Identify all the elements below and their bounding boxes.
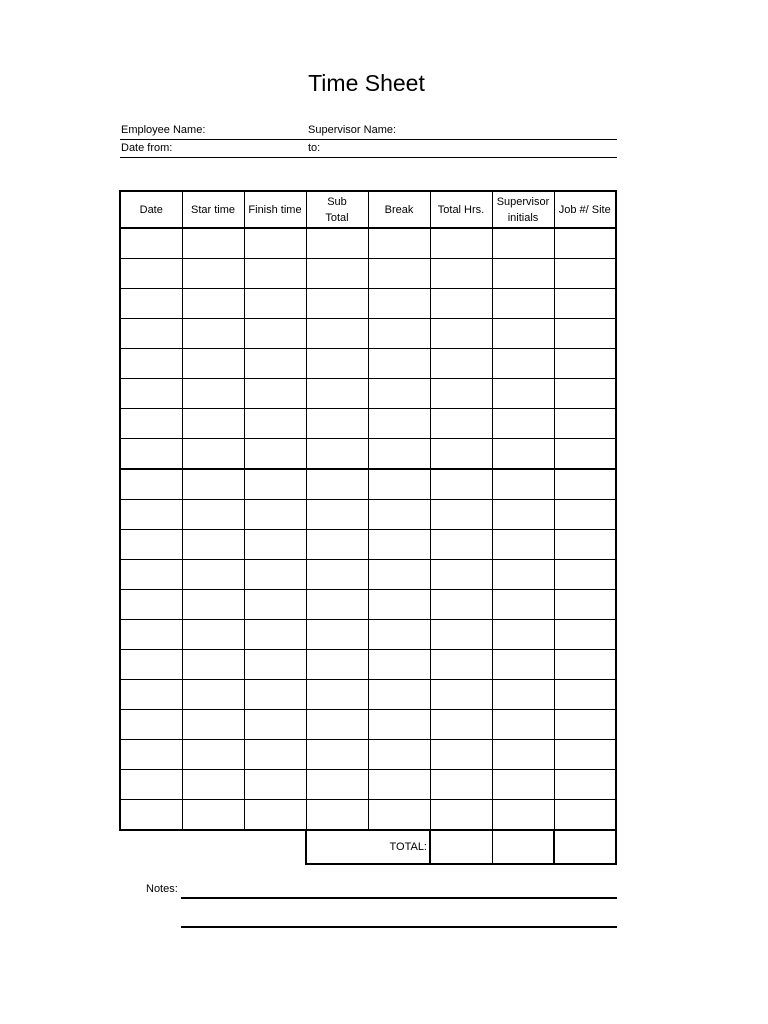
- table-cell[interactable]: [244, 530, 306, 560]
- table-cell[interactable]: [368, 770, 430, 800]
- date-from-label: Date from:: [121, 142, 173, 154]
- table-cell[interactable]: [120, 409, 182, 439]
- table-cell[interactable]: [492, 740, 554, 770]
- notes-line-2[interactable]: [181, 926, 617, 928]
- table-cell[interactable]: [430, 259, 492, 289]
- table-cell[interactable]: [120, 500, 182, 530]
- table-cell[interactable]: [554, 409, 616, 439]
- table-cell[interactable]: [430, 710, 492, 740]
- table-cell[interactable]: [244, 740, 306, 770]
- table-cell[interactable]: [244, 228, 306, 259]
- table-cell[interactable]: [244, 560, 306, 590]
- table-cell[interactable]: [554, 259, 616, 289]
- table-row: [120, 500, 616, 530]
- table-cell[interactable]: [182, 560, 244, 590]
- col-header-job-site: Job #/ Site: [554, 191, 616, 228]
- table-cell[interactable]: [368, 469, 430, 500]
- table-cell[interactable]: [306, 379, 368, 409]
- table-cell[interactable]: [554, 349, 616, 379]
- table-cell[interactable]: [492, 650, 554, 680]
- table-cell[interactable]: [430, 469, 492, 500]
- table-cell[interactable]: [306, 500, 368, 530]
- table-cell[interactable]: [120, 439, 182, 470]
- table-cell[interactable]: [368, 409, 430, 439]
- table-cell[interactable]: [554, 740, 616, 770]
- table-cell[interactable]: [306, 319, 368, 349]
- table-cell[interactable]: [244, 409, 306, 439]
- table-cell[interactable]: [368, 590, 430, 620]
- table-cell[interactable]: [430, 379, 492, 409]
- table-cell[interactable]: [244, 379, 306, 409]
- table-cell[interactable]: [554, 590, 616, 620]
- table-cell[interactable]: [368, 740, 430, 770]
- timesheet-table: [119, 190, 617, 831]
- table-cell[interactable]: [244, 650, 306, 680]
- table-cell[interactable]: [554, 530, 616, 560]
- table-cell[interactable]: [430, 740, 492, 770]
- page-title: Time Sheet: [308, 70, 425, 96]
- table-row: [120, 590, 616, 620]
- col-header-supervisor-initials: Supervisor initials: [492, 191, 554, 228]
- table-cell[interactable]: [182, 530, 244, 560]
- table-cell[interactable]: [244, 349, 306, 379]
- table-cell[interactable]: [306, 770, 368, 800]
- col-header-sub-total: Sub Total: [306, 191, 368, 228]
- table-cell[interactable]: [554, 500, 616, 530]
- table-cell[interactable]: [430, 530, 492, 560]
- table-cell[interactable]: [368, 650, 430, 680]
- table-row: [120, 409, 616, 439]
- table-cell[interactable]: [306, 680, 368, 710]
- table-cell[interactable]: [182, 590, 244, 620]
- table-cell[interactable]: [182, 620, 244, 650]
- table-cell[interactable]: [244, 590, 306, 620]
- table-cell[interactable]: [554, 800, 616, 831]
- table-cell[interactable]: [120, 319, 182, 349]
- table-cell[interactable]: [368, 560, 430, 590]
- col-header-date: Date: [120, 191, 182, 228]
- table-cell[interactable]: [368, 800, 430, 831]
- table-cell[interactable]: [306, 560, 368, 590]
- total-row: [305, 829, 617, 865]
- table-cell[interactable]: [492, 228, 554, 259]
- table-cell[interactable]: [368, 228, 430, 259]
- table-cell[interactable]: [120, 710, 182, 740]
- table-cell[interactable]: [554, 650, 616, 680]
- table-cell[interactable]: [554, 680, 616, 710]
- name-row: [120, 122, 617, 140]
- table-cell[interactable]: [244, 439, 306, 470]
- table-cell[interactable]: [492, 500, 554, 530]
- table-cell[interactable]: [368, 439, 430, 470]
- table-row: [120, 228, 616, 259]
- table-cell[interactable]: [492, 680, 554, 710]
- table-cell[interactable]: [182, 349, 244, 379]
- table-cell[interactable]: [182, 228, 244, 259]
- table-row: [120, 710, 616, 740]
- table-cell[interactable]: [182, 319, 244, 349]
- table-cell[interactable]: [306, 710, 368, 740]
- table-cell[interactable]: [554, 439, 616, 470]
- table-cell[interactable]: [306, 650, 368, 680]
- table-cell[interactable]: [306, 620, 368, 650]
- table-cell[interactable]: [430, 439, 492, 470]
- notes-line-1[interactable]: [181, 897, 617, 899]
- col-header-break: Break: [368, 191, 430, 228]
- table-cell[interactable]: [182, 710, 244, 740]
- table-cell[interactable]: [306, 800, 368, 831]
- table-cell[interactable]: [120, 680, 182, 710]
- table-cell[interactable]: [492, 770, 554, 800]
- table-cell[interactable]: [492, 319, 554, 349]
- table-cell[interactable]: [306, 289, 368, 319]
- table-row: [120, 530, 616, 560]
- table-row: [120, 620, 616, 650]
- employee-name-label: Employee Name:: [121, 124, 206, 136]
- table-cell[interactable]: [430, 319, 492, 349]
- table-cell[interactable]: [244, 620, 306, 650]
- table-cell[interactable]: [430, 349, 492, 379]
- date-row: [120, 140, 617, 158]
- table-cell[interactable]: [430, 800, 492, 831]
- table-cell[interactable]: [492, 259, 554, 289]
- table-cell[interactable]: [368, 680, 430, 710]
- date-to-label: to:: [308, 142, 321, 154]
- table-cell[interactable]: [554, 620, 616, 650]
- col-header-total-hrs: Total Hrs.: [430, 191, 492, 228]
- table-row: [120, 680, 616, 710]
- table-cell[interactable]: [244, 710, 306, 740]
- table-cell[interactable]: [182, 680, 244, 710]
- table-cell[interactable]: [368, 710, 430, 740]
- table-cell[interactable]: [430, 228, 492, 259]
- table-cell[interactable]: [306, 469, 368, 500]
- table-row: [120, 770, 616, 800]
- table-cell[interactable]: [492, 590, 554, 620]
- table-cell[interactable]: [430, 500, 492, 530]
- table-cell[interactable]: [244, 770, 306, 800]
- table-row: [120, 259, 616, 289]
- table-row: [120, 349, 616, 379]
- table-cell[interactable]: [368, 530, 430, 560]
- table-cell[interactable]: [554, 319, 616, 349]
- table-cell[interactable]: [120, 590, 182, 620]
- table-cell[interactable]: [182, 500, 244, 530]
- table-cell[interactable]: [182, 770, 244, 800]
- table-cell[interactable]: [120, 650, 182, 680]
- table-cell[interactable]: [492, 439, 554, 470]
- table-cell[interactable]: [306, 439, 368, 470]
- table-cell[interactable]: [182, 469, 244, 500]
- table-cell[interactable]: [120, 259, 182, 289]
- table-cell[interactable]: [244, 319, 306, 349]
- table-row: [120, 319, 616, 349]
- table-cell[interactable]: [244, 469, 306, 500]
- table-cell[interactable]: [182, 409, 244, 439]
- total-label: TOTAL:: [306, 830, 430, 864]
- table-cell[interactable]: [182, 379, 244, 409]
- col-header-finish-time: Finish time: [244, 191, 306, 228]
- table-cell[interactable]: [306, 530, 368, 560]
- table-cell[interactable]: [430, 680, 492, 710]
- table-cell[interactable]: [430, 560, 492, 590]
- table-cell[interactable]: [492, 469, 554, 500]
- table-cell[interactable]: [430, 409, 492, 439]
- table-cell[interactable]: [492, 710, 554, 740]
- table-cell[interactable]: [120, 289, 182, 319]
- table-cell[interactable]: [492, 349, 554, 379]
- total-initials-cell[interactable]: [492, 830, 554, 864]
- table-cell[interactable]: [368, 620, 430, 650]
- table-cell[interactable]: [120, 379, 182, 409]
- notes-label: Notes:: [146, 883, 178, 895]
- table-row: [120, 740, 616, 770]
- table-cell[interactable]: [306, 259, 368, 289]
- table-header-row: [120, 191, 616, 228]
- table-cell[interactable]: [182, 439, 244, 470]
- table-cell[interactable]: [554, 770, 616, 800]
- table-row: [120, 800, 616, 831]
- table-cell[interactable]: [120, 469, 182, 500]
- table-cell[interactable]: [492, 620, 554, 650]
- table-cell[interactable]: [430, 620, 492, 650]
- table-cell[interactable]: [120, 770, 182, 800]
- table-body: [120, 228, 616, 830]
- table-cell[interactable]: [306, 228, 368, 259]
- table-cell[interactable]: [492, 530, 554, 560]
- table-cell[interactable]: [120, 620, 182, 650]
- table-cell[interactable]: [120, 228, 182, 259]
- table-cell[interactable]: [182, 650, 244, 680]
- table-cell[interactable]: [430, 650, 492, 680]
- table-cell[interactable]: [492, 289, 554, 319]
- table-cell[interactable]: [492, 800, 554, 831]
- table-cell[interactable]: [182, 740, 244, 770]
- table-cell[interactable]: [554, 228, 616, 259]
- table-cell[interactable]: [554, 289, 616, 319]
- col-header-start-time: Star time: [182, 191, 244, 228]
- table-cell[interactable]: [182, 800, 244, 831]
- table-cell[interactable]: [306, 349, 368, 379]
- table-cell[interactable]: [368, 289, 430, 319]
- table-cell[interactable]: [306, 409, 368, 439]
- table-cell[interactable]: [554, 560, 616, 590]
- table-row: [120, 469, 616, 500]
- table-cell[interactable]: [182, 289, 244, 319]
- table-cell[interactable]: [120, 530, 182, 560]
- table-cell[interactable]: [182, 259, 244, 289]
- table-cell[interactable]: [430, 590, 492, 620]
- table-cell[interactable]: [368, 379, 430, 409]
- table-row: [120, 439, 616, 470]
- table-cell[interactable]: [492, 379, 554, 409]
- table-cell[interactable]: [368, 500, 430, 530]
- table-cell[interactable]: [120, 560, 182, 590]
- table-cell[interactable]: [244, 680, 306, 710]
- table-cell[interactable]: [244, 289, 306, 319]
- table-cell[interactable]: [120, 800, 182, 831]
- total-hrs-cell[interactable]: [430, 830, 492, 864]
- table-cell[interactable]: [492, 409, 554, 439]
- table-cell[interactable]: [368, 259, 430, 289]
- table-cell[interactable]: [430, 770, 492, 800]
- supervisor-name-label: Supervisor Name:: [308, 124, 397, 136]
- table-cell[interactable]: [492, 560, 554, 590]
- table-cell[interactable]: [306, 590, 368, 620]
- table-row: [120, 379, 616, 409]
- table-cell[interactable]: [430, 289, 492, 319]
- table-cell[interactable]: [244, 800, 306, 831]
- table-cell[interactable]: [244, 500, 306, 530]
- table-cell[interactable]: [368, 319, 430, 349]
- table-cell[interactable]: [306, 740, 368, 770]
- table-cell[interactable]: [244, 259, 306, 289]
- table-cell[interactable]: [554, 710, 616, 740]
- table-cell[interactable]: [368, 349, 430, 379]
- total-job-cell[interactable]: [554, 830, 616, 864]
- table-row: [120, 650, 616, 680]
- table-cell[interactable]: [120, 349, 182, 379]
- table-cell[interactable]: [554, 379, 616, 409]
- table-cell[interactable]: [120, 740, 182, 770]
- table-row: [120, 560, 616, 590]
- table-cell[interactable]: [554, 469, 616, 500]
- table-row: [120, 289, 616, 319]
